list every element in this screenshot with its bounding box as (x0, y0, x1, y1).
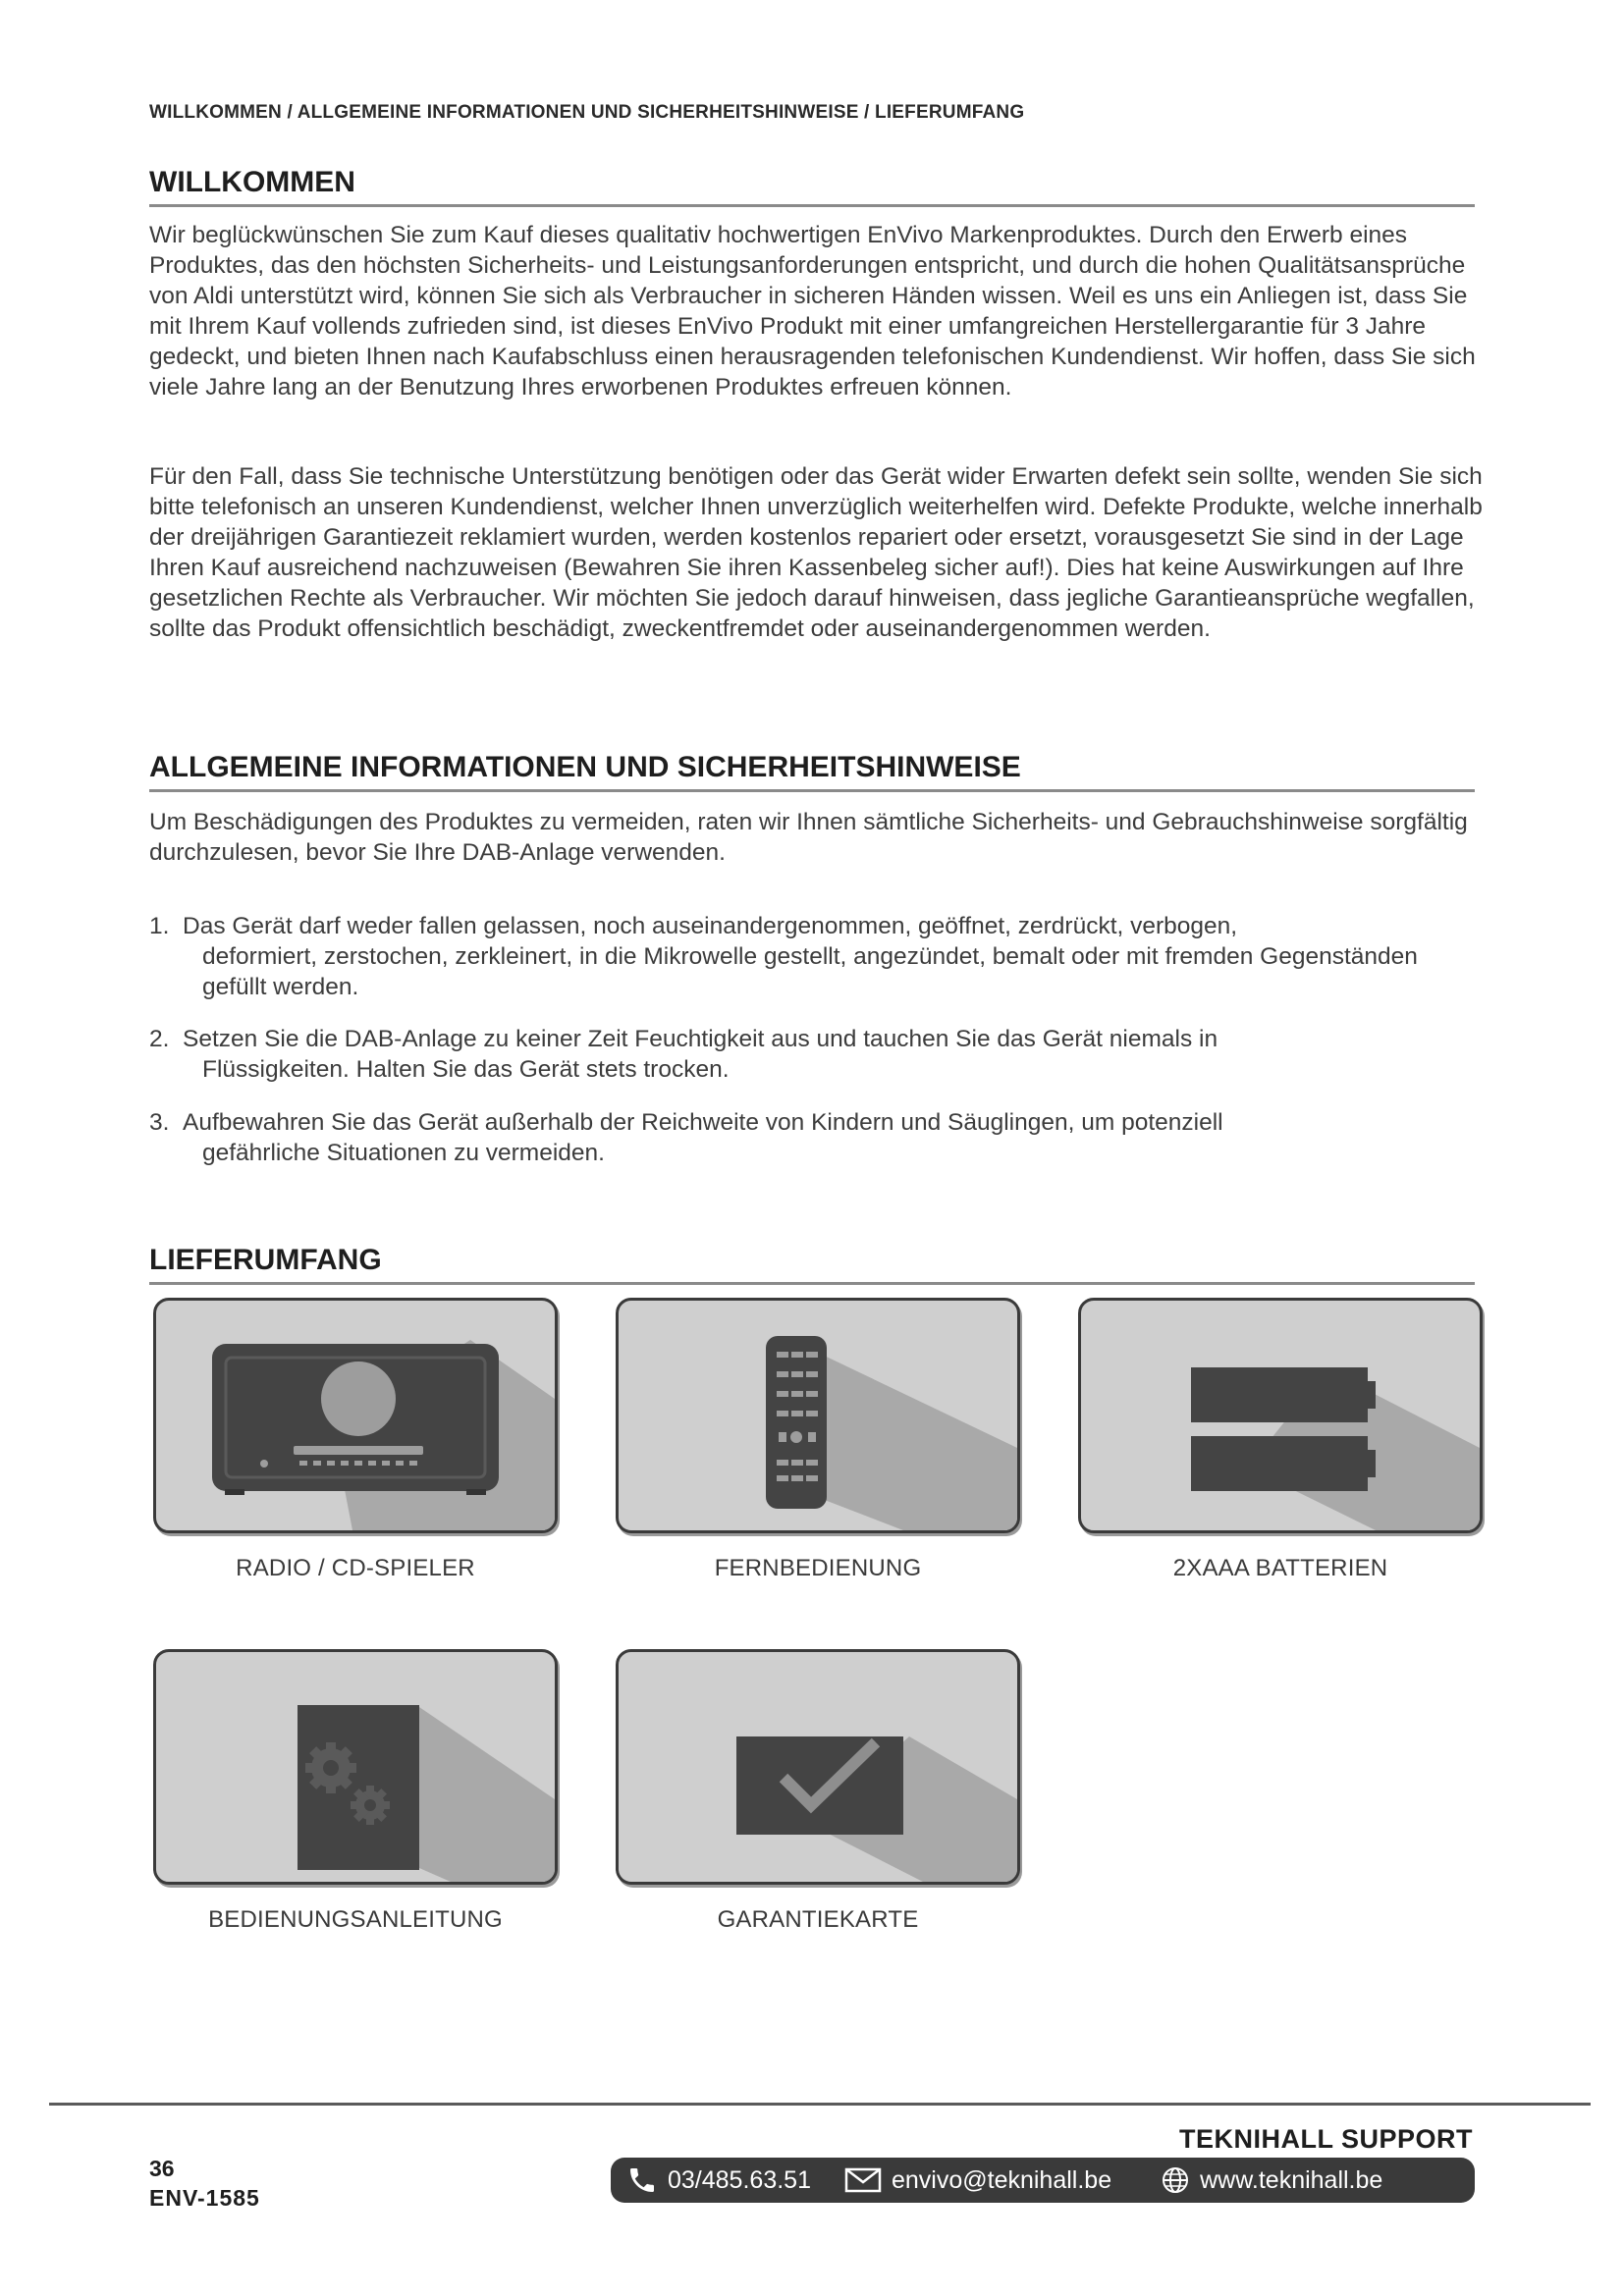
welcome-heading: WILLKOMMEN (149, 165, 1475, 207)
safety-item-continuation: deformiert, zerstochen, zerkleinert, in die Mikrowelle gestellt, angezündet, bemalt oder mit fremden Gegenständen gefüllt werden. (202, 943, 1418, 1000)
contents-item-radio (153, 1298, 558, 1582)
breadcrumb: WILLKOMMEN / ALLGEMEINE INFORMATIONEN UND SICHERHEITSHINWEISE / LIEFERUMFANG (149, 102, 1025, 123)
contact-bar (611, 2158, 1475, 2203)
contents-item-manual (153, 1649, 558, 1934)
mail-icon (844, 2166, 882, 2194)
safety-intro: Um Beschädigungen des Produktes zu vermeiden, raten wir Ihnen sämtliche Sicherheits- und Gebrauchshinweise sorgfältig durchzulesen, bevor Sie Ihre DAB-Anlage verwenden. (149, 809, 1468, 866)
contents-item-label: GARANTIEKARTE (717, 1906, 919, 1933)
contact-website (1161, 2165, 1382, 2195)
welcome-paragraph-2: Für den Fall, dass Sie technische Unterstützung benötigen oder das Gerät wider Erwarten defekt sein sollte, wenden Sie sich bitte telefonisch an unseren Kundendienst, welcher Ihnen unverzüglich weiterhelfen wird. Defekte Produkte, welche innerhalb der dreijährigen Garantiezeit reklamiert wurden, werden kostenlos repariert oder ersetzt, vorausgesetzt Sie sind in der Lage Ihren Kauf ausreichend nachzuweisen (Bewahren Sie ihren Kassenbeleg sicher auf!). Dies hat keine Auswirkungen auf Ihre gesetzlichen Rechte als Verbraucher. Wir möchten Sie jedoch darauf hinweisen, dass jegliche Garantieansprüche wegfallen, sollte das Produkt offensichtlich beschädigt, zweckentfremdet oder auseinandergenommen werden. (149, 463, 1483, 642)
footer-divider (49, 2103, 1591, 2106)
safety-item-first-line: Das Gerät darf weder fallen gelassen, noch auseinandergenommen, geöffnet, zerdrückt, verbogen, (183, 913, 1238, 939)
safety-item-number: 1. (149, 913, 170, 939)
contents-item-label: 2XAAA BATTERIEN (1172, 1555, 1388, 1581)
safety-item-first-line: Aufbewahren Sie das Gerät außerhalb der Reichweite von Kindern und Säuglingen, um potenziell (183, 1109, 1223, 1136)
safety-heading: ALLGEMEINE INFORMATIONEN UND SICHERHEITSHINWEISE (149, 750, 1475, 792)
contents-item-label: FERNBEDIENUNG (714, 1555, 922, 1581)
support-title: TEKNIHALL SUPPORT (1178, 2124, 1473, 2154)
safety-item-3 (149, 1107, 1465, 1168)
manual-gears-icon (153, 1649, 558, 1885)
phone-icon (626, 2164, 658, 2196)
contents-item-remote (616, 1298, 1020, 1582)
warranty-card-check-icon (616, 1649, 1020, 1885)
page-number: 36 (149, 2156, 175, 2181)
contents-item-warranty (616, 1649, 1020, 1934)
batteries-icon (1078, 1298, 1483, 1533)
safety-item-first-line: Setzen Sie die DAB-Anlage zu keiner Zeit Feuchtigkeit aus und tauchen Sie das Gerät niemals in (183, 1026, 1218, 1052)
safety-item-number: 3. (149, 1109, 170, 1136)
safety-item-number: 2. (149, 1026, 170, 1052)
contents-item-batteries (1078, 1298, 1483, 1582)
email-address[interactable]: envivo@teknihall.be (891, 2165, 1112, 2194)
contents-item-label: RADIO / CD-SPIELER (236, 1555, 475, 1581)
model-number: ENV-1585 (149, 2185, 260, 2211)
remote-control-icon (616, 1298, 1020, 1533)
phone-number[interactable]: 03/485.63.51 (668, 2165, 811, 2194)
globe-icon (1161, 2165, 1190, 2195)
contents-heading: LIEFERUMFANG (149, 1243, 1475, 1285)
safety-item-continuation: gefährliche Situationen zu vermeiden. (202, 1140, 605, 1166)
welcome-paragraph-1: Wir beglückwünschen Sie zum Kauf dieses qualitativ hochwertigen EnVivo Markenproduktes. Durch den Erwerb eines Produktes, das den höchsten Sicherheits- und Leistungsanforderungen entspricht, und durch die hohen Qualitätsansprüche von Aldi unterstützt wird, können Sie sich als Verbraucher in sicheren Händen wissen. Weil es uns ein Anliegen ist, dass Sie mit Ihrem Kauf vollends zufrieden sind, ist dieses EnVivo Produkt mit einer umfangreichen Herstellergarantie für 3 Jahre gedeckt, und bieten Ihnen nach Kaufabschluss einen herausragenden telefonischen Kundendienst. Wir hoffen, dass Sie sich viele Jahre lang an der Benutzung Ihres erworbenen Produktes erfreuen können. (149, 222, 1476, 400)
website-url[interactable]: www.teknihall.be (1200, 2165, 1383, 2194)
safety-item-continuation: Flüssigkeiten. Halten Sie das Gerät stets trocken. (202, 1056, 730, 1083)
safety-item-2 (149, 1024, 1465, 1085)
contents-item-label: BEDIENUNGSANLEITUNG (208, 1906, 503, 1933)
radio-cd-player-icon (153, 1298, 558, 1533)
contact-email (844, 2166, 1111, 2195)
safety-item-1 (149, 911, 1465, 1002)
contact-phone (626, 2164, 811, 2196)
